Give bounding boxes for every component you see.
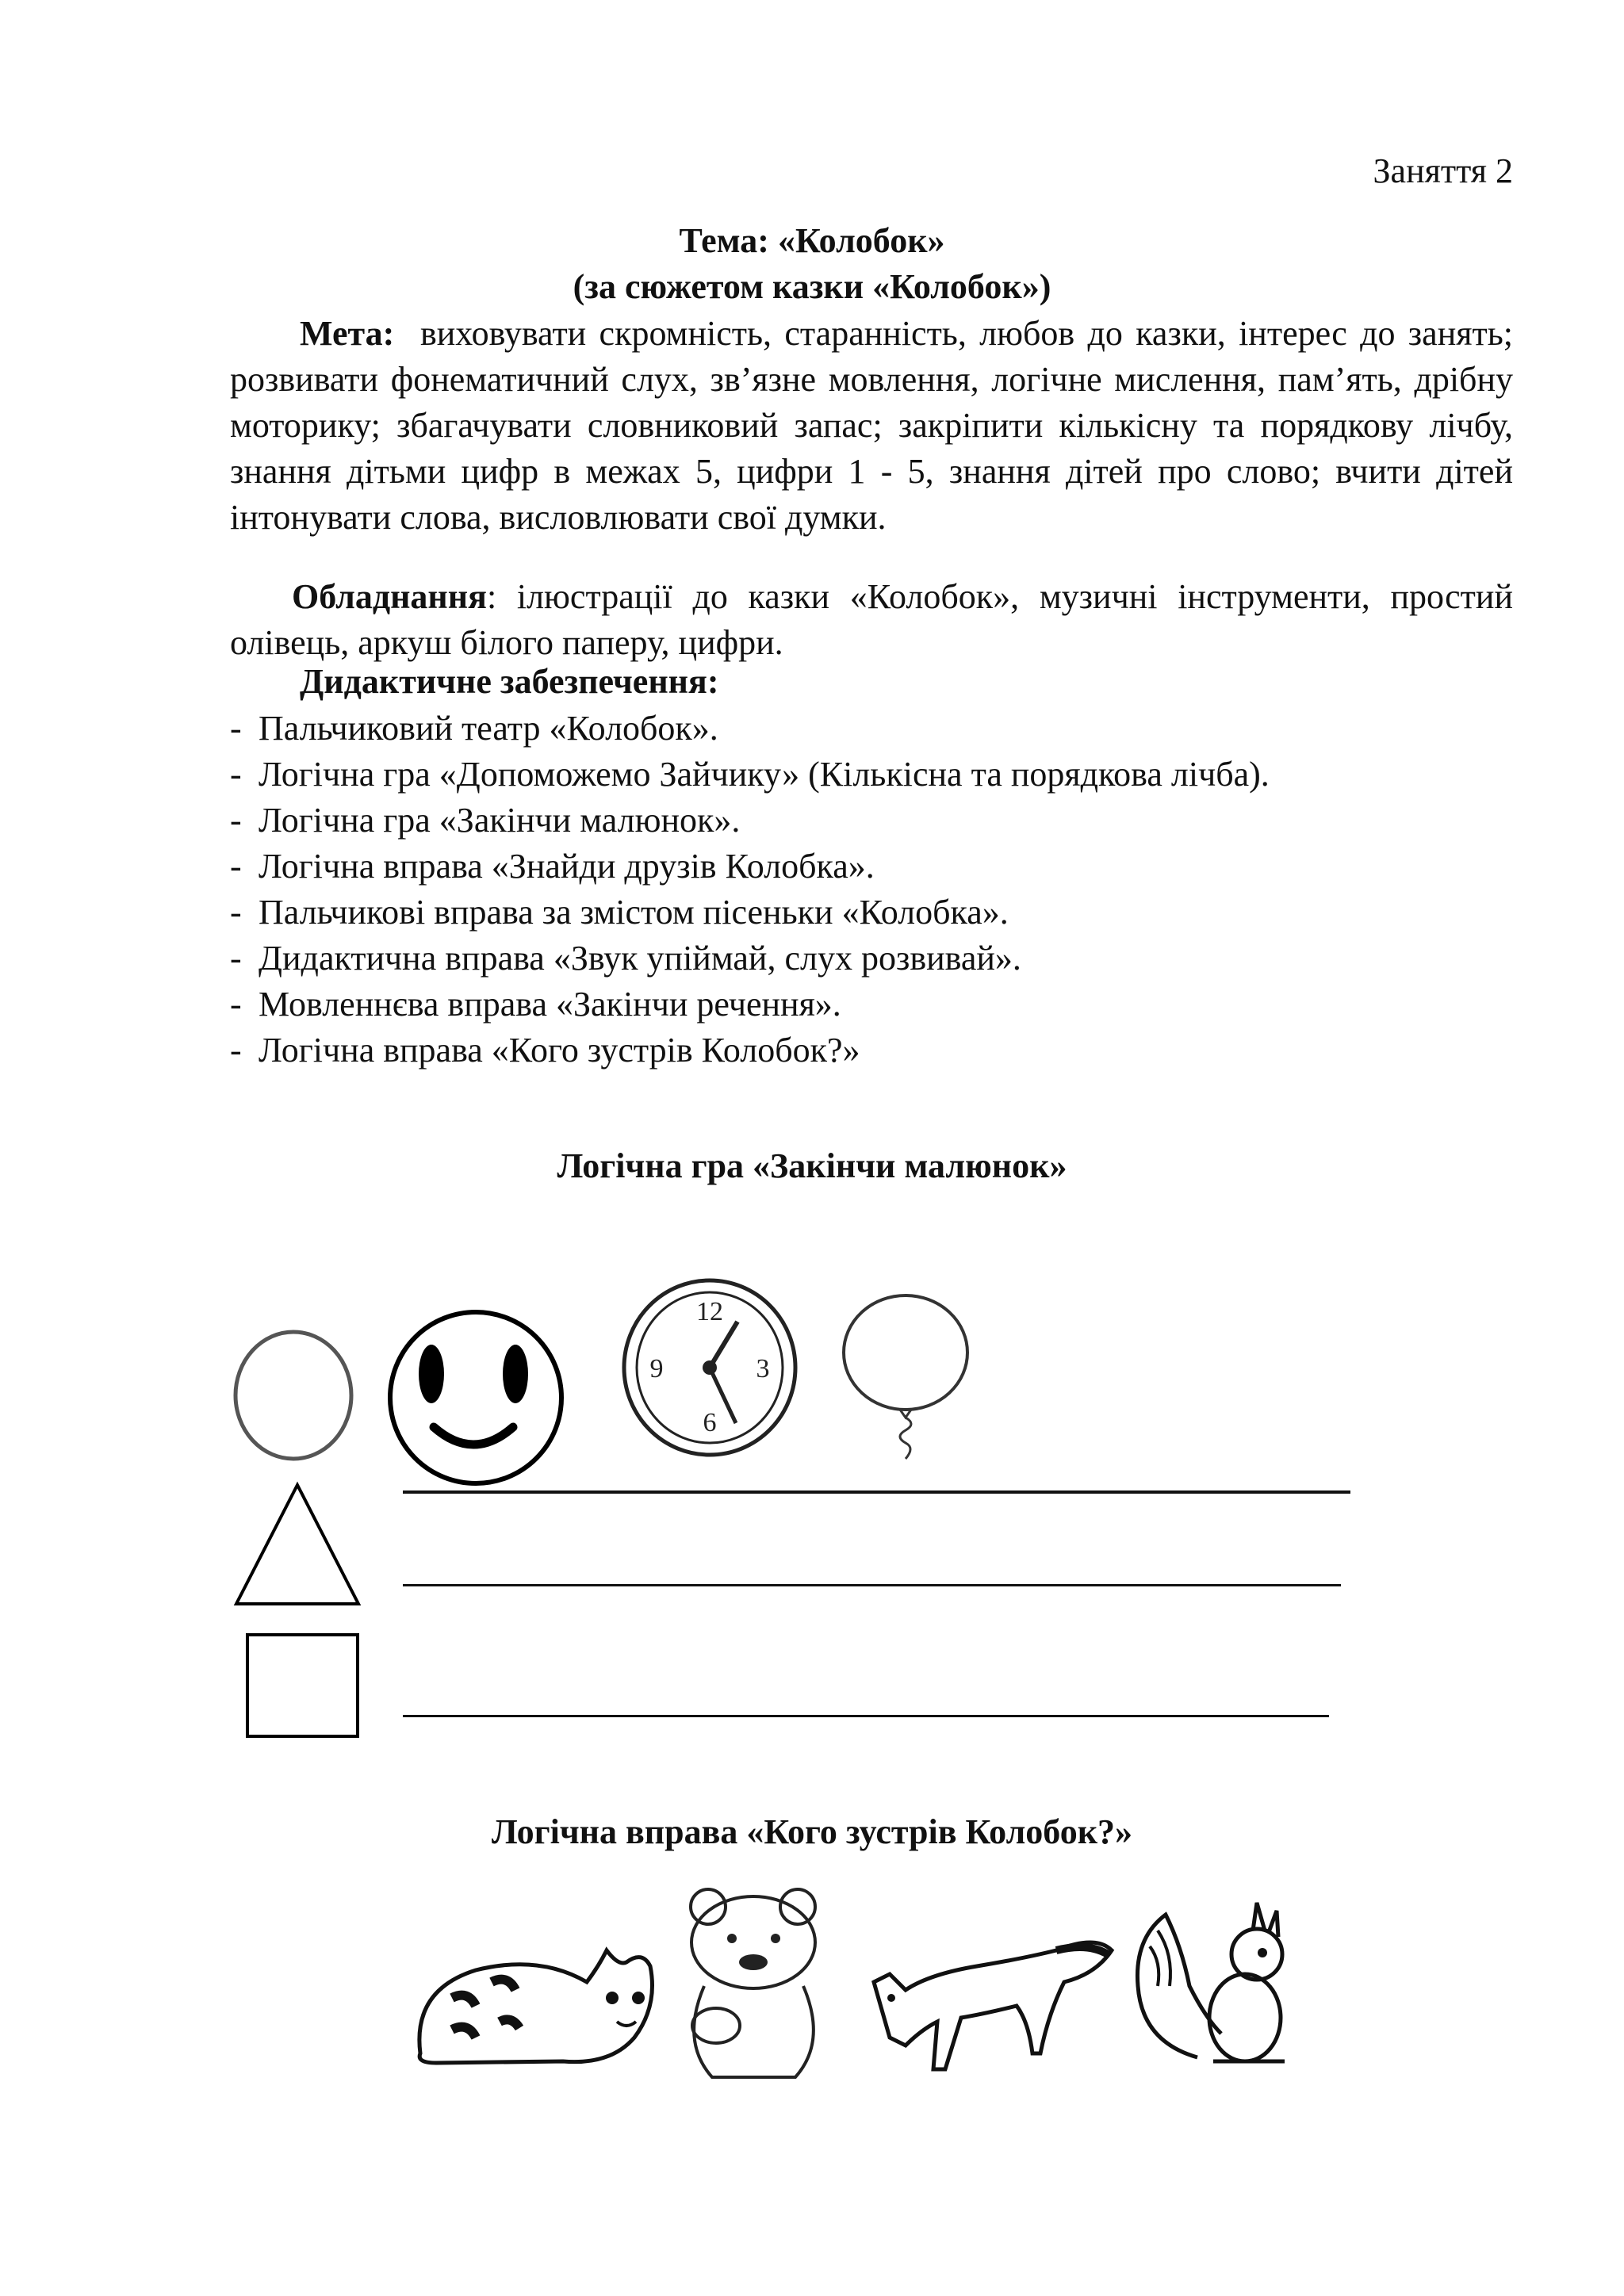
bear-icon <box>657 1883 851 2089</box>
empty-square-shape <box>246 1633 361 1740</box>
goal-paragraph <box>230 311 1513 541</box>
clock-label-9: 9 <box>649 1354 664 1383</box>
list-item: - Дидактична вправа «Звук упіймай, слух розвивай». <box>230 936 1578 982</box>
answer-line <box>403 1490 1350 1494</box>
list-item: - Пальчиковий театр «Колобок». <box>230 706 1578 752</box>
empty-triangle-shape <box>230 1481 365 1608</box>
list-item: - Логічна гра «Закінчи малюнок». <box>230 798 1578 844</box>
balloon-icon <box>837 1291 979 1461</box>
list-item: - Логічна вправа «Кого зустрів Колобок?» <box>230 1027 1578 1073</box>
goal-text: виховувати скромність, старанність, любов до казки, інтерес до занять; розвивати фонематичний слух, зв’язне мовлення, логічне мислення, пам’ять, дрібну моторику; збагачувати словниковий запас; закріпити кількісну та порядкову лічбу, знання дітьми цифр в межах 5, цифри 1 - 5, знання дітей про слово; вчити дітей інтонувати слова, висловлювати свої думки. <box>230 314 1514 537</box>
list-item: - Логічна вправа «Знайди друзів Колобка». <box>230 844 1578 890</box>
exercise-heading: Логічна вправа «Кого зустрів Колобок?» <box>491 1812 1133 1851</box>
clock-label-6: 6 <box>703 1408 717 1437</box>
equipment-text: : ілюстрації до казки «Колобок», музичні інструменти, простий олівець, аркуш білого паперу, цифри. <box>230 577 1513 662</box>
lesson-number: Заняття 2 <box>1373 151 1513 190</box>
didactic-list <box>230 706 1578 1073</box>
answer-line <box>403 1715 1329 1717</box>
answer-line <box>403 1584 1341 1586</box>
fox-icon <box>858 1919 1120 2077</box>
list-item: - Логічна гра «Допоможемо Зайчику» (Кількісна та порядкова лічба). <box>230 752 1578 798</box>
clock-label-3: 3 <box>756 1354 770 1383</box>
topic-title: Тема: «Колобок» <box>679 221 945 260</box>
list-item: - Мовленнєва вправа «Закінчи речення». <box>230 982 1578 1027</box>
goal-label: Мета: <box>300 314 395 353</box>
clock-label-12: 12 <box>696 1297 723 1326</box>
squirrel-icon <box>1126 1899 1308 2081</box>
equipment-paragraph <box>230 574 1513 666</box>
clock-icon <box>619 1272 801 1459</box>
equipment-label: Обладнання <box>292 577 487 616</box>
game-heading: Логічна гра «Закінчи малюнок» <box>557 1146 1067 1185</box>
topic-subtitle: (за сюжетом казки «Колобок») <box>573 267 1051 306</box>
smiley-face-icon <box>385 1307 567 1489</box>
didactic-heading: Дидактичне забезпечення: <box>300 662 719 701</box>
cat-icon <box>404 1919 666 2077</box>
list-item: - Пальчикові вправа за змістом пісеньки «Колобка». <box>230 890 1578 936</box>
empty-circle-shape <box>230 1328 357 1463</box>
